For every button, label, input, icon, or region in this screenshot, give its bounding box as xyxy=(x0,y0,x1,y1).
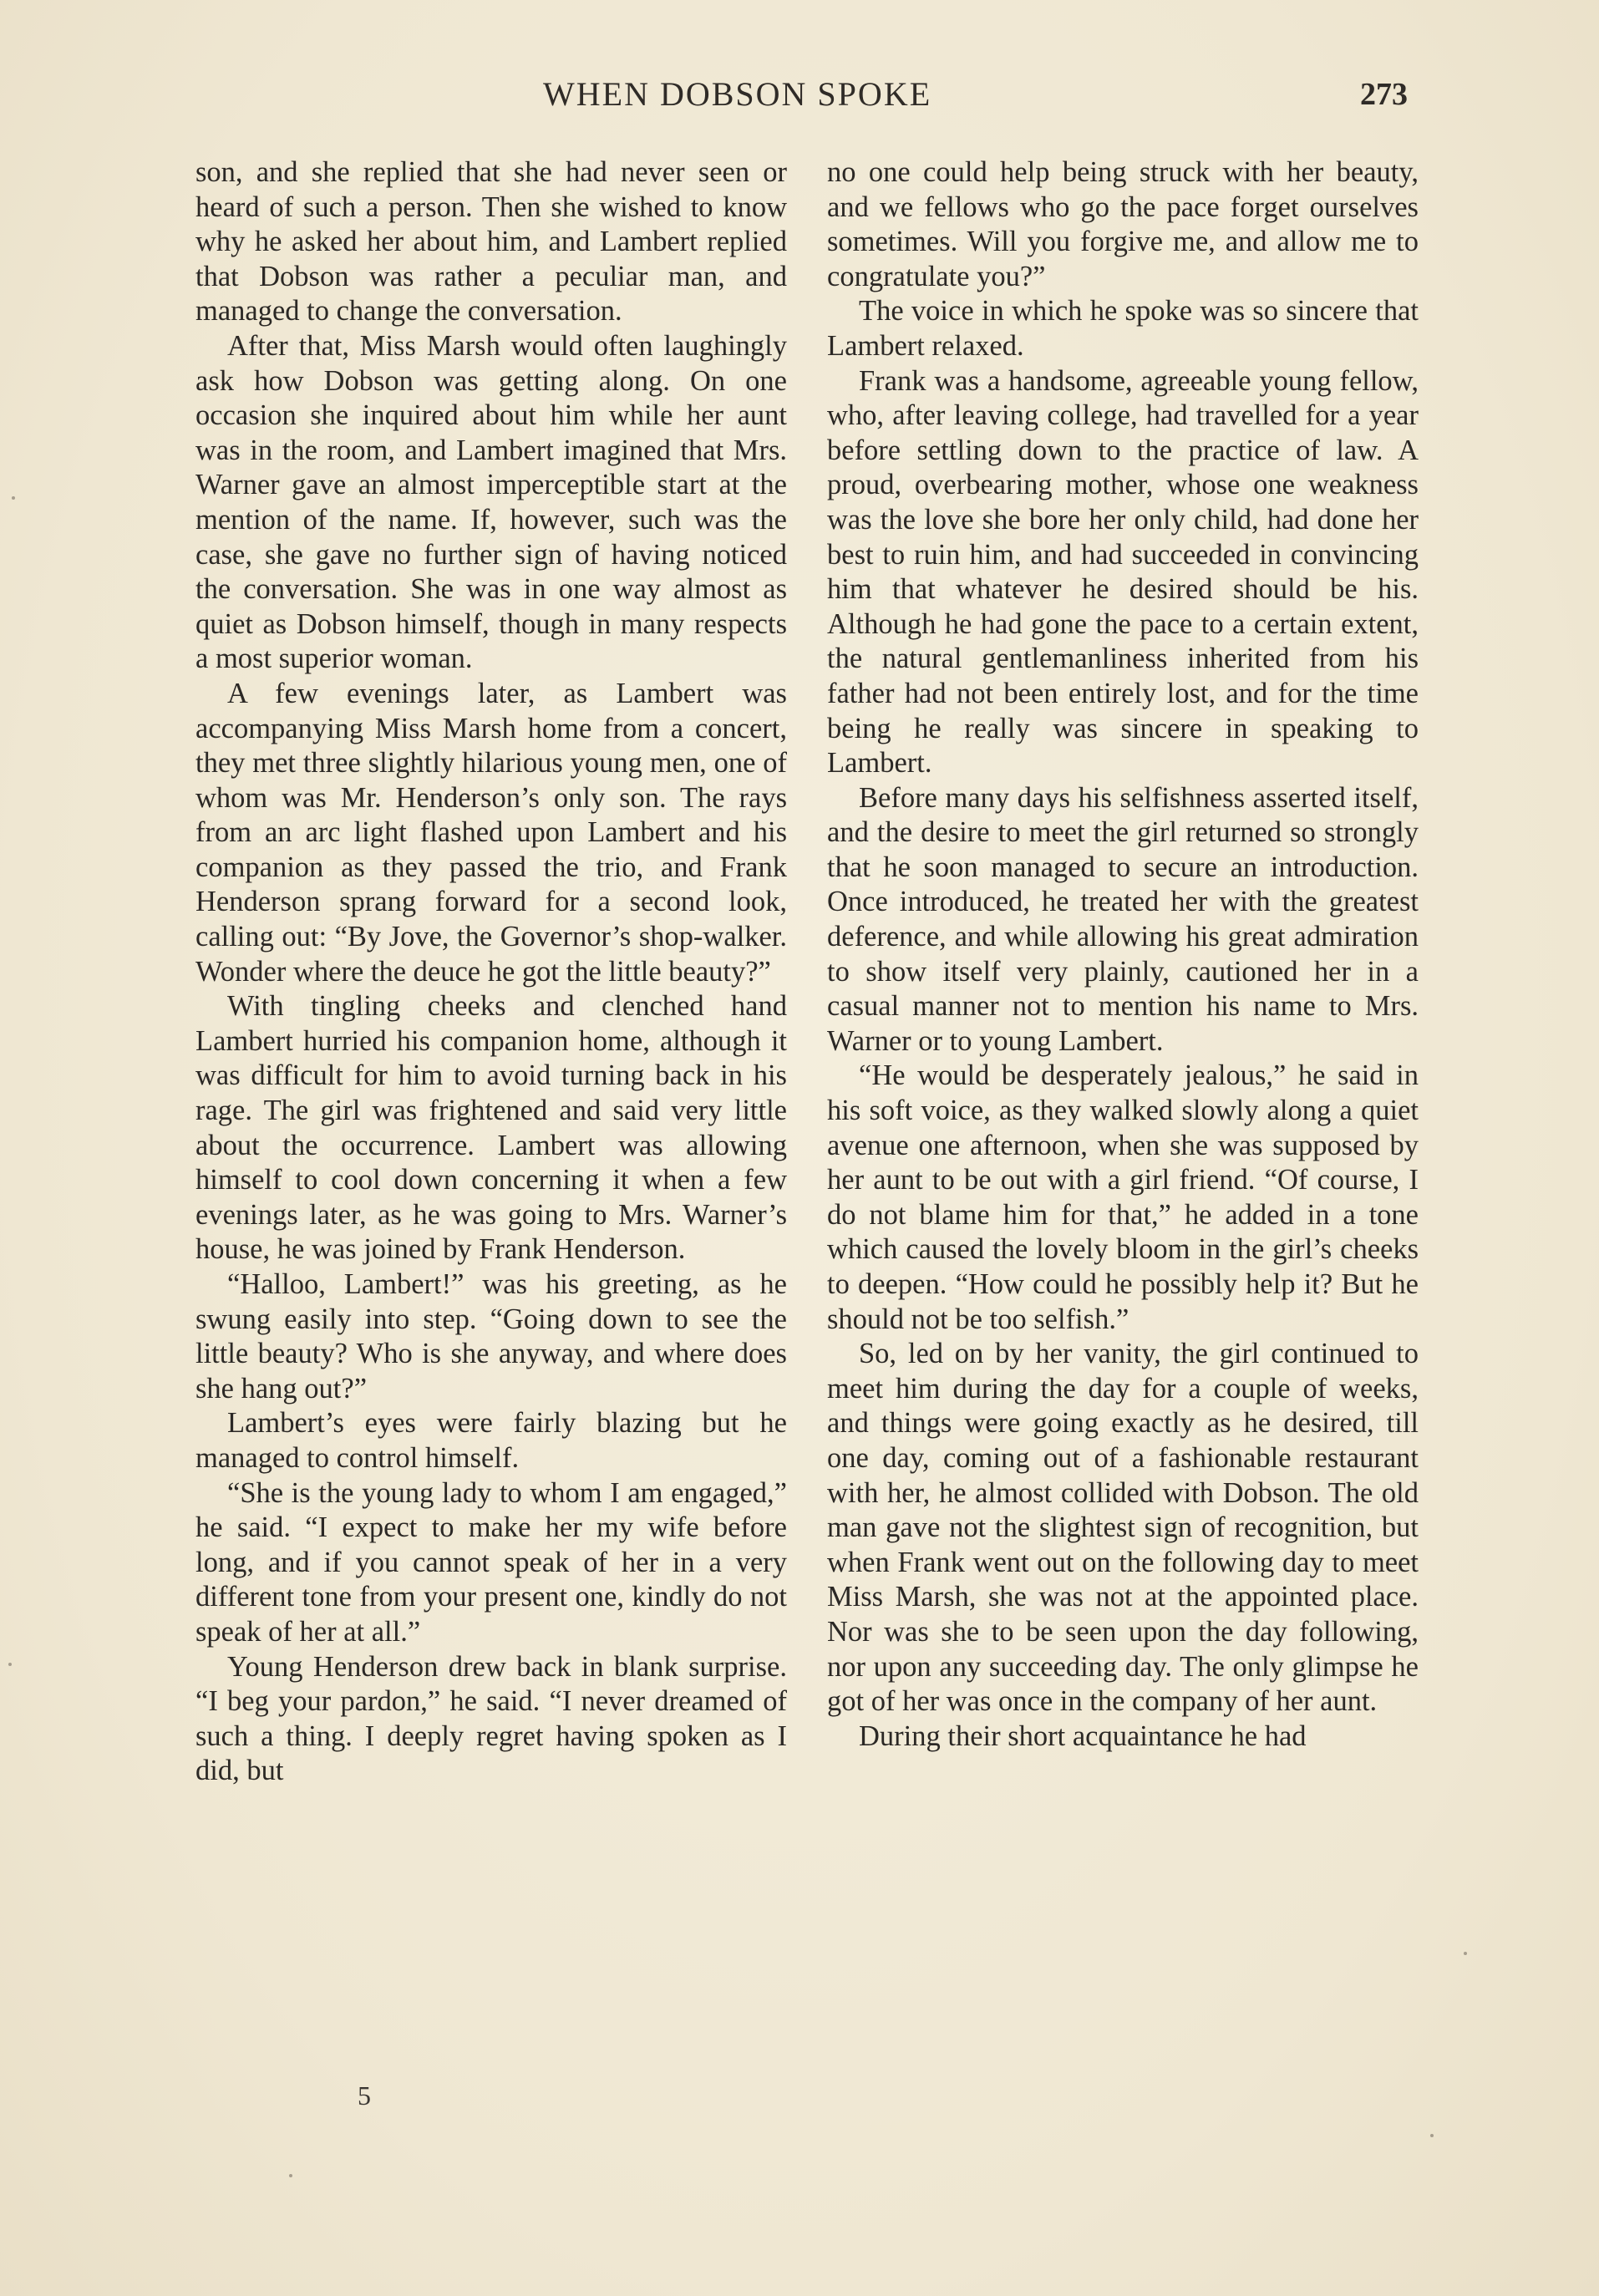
paragraph: After that, Miss Marsh would often laughingly ask how Dobson was getting along. On one occasion she inquired about him while her aunt was in the room, and Lambert imagined that Mrs. Warner gave an almost imperceptible start at the mention of the name. If, however, such was the case, she gave no further sign of having noticed the conversation. She was in one way almost as quiet as Dobson himself, though in many respects a most superior woman. xyxy=(195,329,787,675)
paragraph: With tingling cheeks and clenched hand Lambert hurried his companion home, although it was difficult for him to avoid turning back in his rage. The girl was frightened and said very little about the occurrence. Lambert was allowing himself to cool down concerning it when a few evenings later, as he was going to Mrs. Warner’s house, he was joined by Frank Henderson. xyxy=(195,990,787,1266)
paragraph: Before many days his selfishness asserted itself, and the desire to meet the girl returned so strongly that he soon managed to secure an introduction. Once introduced, he treated her with the greatest deference, and while allowing his great admiration to show itself very plainly, cautioned her in a casual manner not to mention his name to Mrs. Warner or to young Lambert. xyxy=(827,781,1419,1057)
paragraph: Young Henderson drew back in blank surprise. “I beg your pardon,” he said. “I never dreamed of such a thing. I deeply regret having spoken as I did, but xyxy=(195,1650,787,1787)
paragraph: The voice in which he spoke was so sincere that Lambert relaxed. xyxy=(827,295,1419,362)
paper-speck xyxy=(12,496,15,500)
running-head xyxy=(0,74,1599,115)
paragraph: “Halloo, Lambert!” was his greeting, as he swung easily into step. “Going down to see the little beauty? Who is she anyway, and where does she hang out?” xyxy=(195,1268,787,1405)
page-number: 273 xyxy=(1360,77,1408,112)
signature-mark: 5 xyxy=(358,2080,371,2111)
paper-speck xyxy=(289,2174,292,2177)
paragraph: no one could help being struck with her beauty, and we fellows who go the pace forget ourselves sometimes. Will you forgive me, and allow me to congratulate you?” xyxy=(827,156,1419,292)
paragraph: “He would be desperately jealous,” he said in his soft voice, as they walked slowly along a quiet avenue one afternoon, when she was supposed by her aunt to be out with a girl friend. “Of course, I do not blame him for that,” he added in a tone which caused the lovely bloom in the girl’s cheeks to deepen. “How could he possibly help it? But he should not be too selfish.” xyxy=(827,1059,1419,1335)
paragraph: During their short acquaintance he had xyxy=(859,1719,1307,1752)
paragraph: So, led on by her vanity, the girl continued to meet him during the day for a couple of weeks, and things were going exactly as he desired, till one day, coming out of a fashionable restaurant with her, he almost collided with Dobson. The old man gave not the slightest sign of recognition, but when Frank went out on the following day to meet Miss Marsh, she was not at the appointed place. Nor was she to be seen upon the day following, nor upon any succeeding day. The only glimpse he got of her was once in the company of her aunt. xyxy=(827,1338,1419,1718)
paper-speck xyxy=(8,1663,12,1666)
paragraph: A few evenings later, as Lambert was accompanying Miss Marsh home from a concert, they met three slightly hilarious young men, one of whom was Mr. Henderson’s only son. The rays from an arc light flashed upon Lambert and his companion as they passed the trio, and Frank Henderson sprang forward for a second look, calling out: “By Jove, the Governor’s shop-walker. Wonder where the deuce he got the little beauty?” xyxy=(195,677,787,988)
paragraph: “She is the young lady to whom I am engaged,” he said. “I expect to make her my wife before long, and if you cannot speak of her in a very different tone from your present one, kindly do not speak of her at all.” xyxy=(195,1476,787,1648)
paper-speck xyxy=(1430,2134,1434,2137)
paper-speck xyxy=(1464,1952,1467,1955)
paragraph: son, and she replied that she had never seen or heard of such a person. Then she wished to know why he asked her about him, and Lambert replied that Dobson was rather a peculiar man, and managed to change the conversation. xyxy=(195,156,787,328)
left-column xyxy=(195,155,787,1789)
paragraph: Lambert’s eyes were fairly blazing but he managed to control himself. xyxy=(195,1407,787,1474)
paragraph: Frank was a handsome, agreeable young fellow, who, after leaving college, had travelled for a year before settling down to the practice of law. A proud, overbearing mother, whose one weakness was the love she bore her only child, had done her best to ruin him, and had succeeded in convincing him that whatever he desired should be his. Although he had gone the pace to a certain extent, the natural gentlemanliness inherited from his father had not been entirely lost, and for the time being he really was sincere in speaking to Lambert. xyxy=(827,364,1419,780)
running-title: WHEN DOBSON SPOKE xyxy=(543,75,932,113)
right-column xyxy=(827,155,1419,1754)
